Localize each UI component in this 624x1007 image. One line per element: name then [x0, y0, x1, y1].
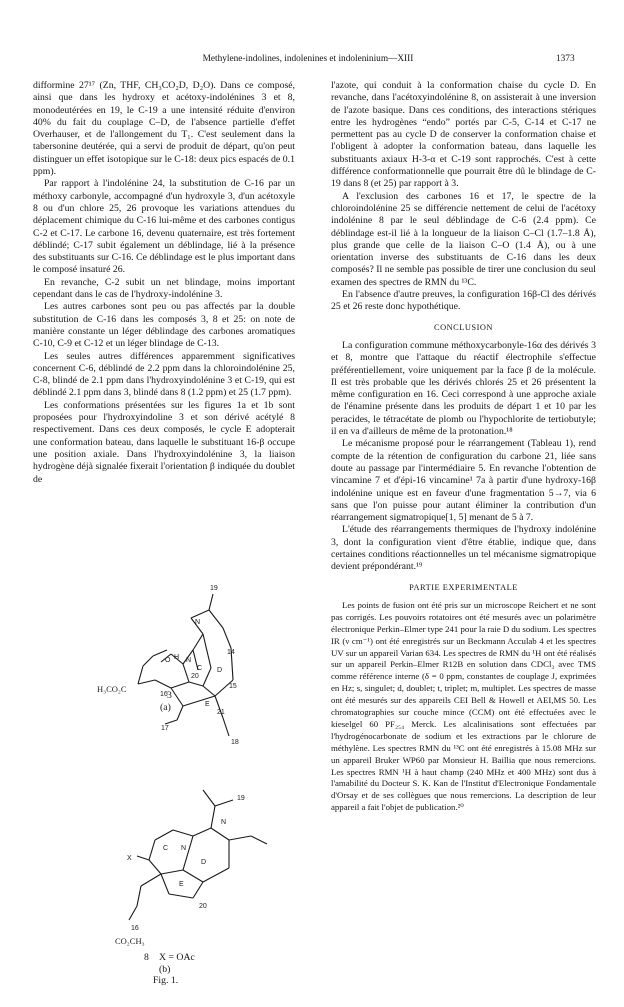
atom-label: 20 — [191, 673, 199, 680]
structure-drawings — [33, 568, 295, 988]
body-paragraph: En revanche, C-2 subit un net blindage, moins important cependant dans le cas de l'hydroxy-indolénine 3. — [33, 276, 295, 301]
body-paragraph: difformine 27¹⁷ (Zn, THF, CH₃CO₂D, D₂O). Dans ce composé, ainsi que dans les hydroxy et acétoxy-indolénines 3 et 8, monodeutérées en 19, le C-19 a une intensité réduite d'environ 40% du fait du couplage C–D, de l'absence partielle d'effet Overhauser, et de l'allongement du T₁. C'est seulement dans la tabersonine deutérée, qui a servi de produit de départ, qu'on peut distinguer un effet isotopique sur le C-18: deux pics espacés de 0.1 ppm). — [33, 80, 295, 178]
ring-label: E — [179, 881, 184, 888]
atom-label: N — [195, 619, 201, 626]
atom-label: 15 — [229, 683, 237, 690]
body-paragraph: En l'absence d'autre preuves, la configuration 16β-Cl des dérivés 25 et 26 reste donc hypothétique. — [331, 289, 596, 313]
atom-label: N — [181, 845, 187, 852]
structure-b-bonds — [129, 790, 267, 920]
body-paragraph: l'azote, qui conduit à la conformation chaise du cycle D. En revanche, dans l'acétoxyindolénine 8, on assisterait à une inversion de l'azote basique. Dans ces conditions, des interactions stériques entre les hydrogènes “endo” portés par C-5, C-14 et C-17 ne permettent pas au cycle D de conserver la conformation chaise et l'obligent à adopter la conformation bateau, dans laquelle les substituants axiaux H-3-α et C-19 sont rapprochés. C'est à cette différence conformationnelle que pourrait être dû le blindage de C-19 dans 8 (et 25) par rapport à 3. — [331, 80, 596, 190]
atom-label: 16 — [160, 691, 168, 698]
ester-label-b: CO₂CH₃ — [115, 936, 145, 946]
right-column — [331, 80, 596, 814]
structure-b-atom-labels — [127, 795, 245, 932]
ring-label: C — [163, 845, 169, 852]
conclusion-heading: CONCLUSION — [434, 322, 493, 332]
running-title: Methylene-indolines, indolenines et indoleninium—XIII — [202, 54, 414, 64]
page-number: 1373 — [556, 54, 575, 64]
ester-label-a: H₃CO₂C — [97, 684, 127, 694]
compound-number-a: 3 — [167, 690, 172, 701]
panel-label-b: (b) — [159, 964, 171, 975]
atom-label: 19 — [210, 585, 218, 592]
atom-label: 16 — [131, 925, 139, 932]
x-definition: X = OAc — [159, 952, 195, 963]
atom-label: 17 — [161, 725, 169, 732]
body-paragraph: Les seules autres différences apparemment significatives concernent C-6, déblindé de 2.2 ppm dans la chloroindolénine 25, C-8, blindé de 2.1 ppm dans l'hydroxyindolénine 3 et C-19, qui est déblindé 2.1 ppm dans 3, blindé dans 8 (1.2 ppm) et 25 (1.7 ppm). — [33, 350, 295, 399]
experimental-heading: PARTIE EXPERIMENTALE — [409, 582, 518, 592]
ring-label: D — [201, 859, 207, 866]
compound-number-b: 8 — [144, 952, 149, 963]
atom-label: X — [127, 855, 132, 862]
atom-label: O — [165, 657, 171, 664]
figure-caption: Fig. 1. — [153, 975, 179, 986]
running-header — [0, 54, 624, 68]
atom-label: 19 — [237, 795, 245, 802]
figure-1 — [33, 568, 295, 988]
atom-label: 20 — [199, 903, 207, 910]
experimental-paragraph: Les points de fusion ont été pris sur un microscope Reichert et ne sont pas corrigés. Les pouvoirs rotatoires ont été mesurés avec un polarimètre électronique Perkin–Elmer type 241 pour la raie D du sodium. Les spectres IR (ν cm⁻¹) ont été enregistrés sur un Beckmann Acculab 4 et les spectres UV sur un appareil Varian 634. Les spectres de RMN du ¹H ont été réalisés sur un appareil Perkin–Elmer R12B en solution dans CDCl₃ avec TMS comme référence interne (δ = 0 ppm, constantes de couplage J, exprimées en Hz; s, singulet; d, doublet; t, triplet; m, multiplet. Les spectres de masse ont été mesurés sur des appareils CEI Bell & Howell et AEI,MS 50. Les chromatographies sur couche mince (CCM) ont été effectuées avec le kieselgel 60 PF₂₅₄ Merck. Les alcalinisations sont effectuées par l'hydrogénocarbonate de sodium et les extractions par le chlorure de méthylène. Les spectres RMN du ¹³C ont été enregistrés à 15.08 MHz sur un appareil Bruker WP60 par Monsieur H. Baillia que nous remercions. Les spectres RMN ¹H à haut champ (240 MHz et 400 MHz) sont dus à l'amabilité du Docteur S. K. Kan de l'Institut d'Electronique Fondamentale d'Orsay et de ses collègues que nous remercions. La description de leur appareil a fait l'objet de publication.²⁰ — [331, 599, 596, 813]
atom-label: 18 — [231, 739, 239, 746]
ring-label: E — [205, 701, 210, 708]
body-paragraph: Par rapport à l'indolénine 24, la substitution de C-16 par un méthoxy carbonyle, accompagné d'un hydroxyle 3, d'un acétoxyle 8 ou d'un chlore 25, 26 provoque les variations attendues du déplacement chimique du C-16 lui-même et des carbones contigus C-2 et C-17. Le carbone 16, devenu quaternaire, est très fortement déblindé; C-17 subit également un déblindage, lié à la présence des substituants sur C-16. Ce déblindage est le plus important dans le composé insaturé 26. — [33, 178, 295, 276]
atom-label: N — [186, 657, 192, 664]
body-paragraph: L'étude des réarrangements thermiques de l'hydroxy indolénine 3, dont la configuration vient d'être établie, indique que, dans certaines conditions réactionnelles un tel mécanisme sigmatropique devient prépondérant.¹⁹ — [331, 524, 596, 573]
atom-label: 21 — [217, 709, 225, 716]
ring-label: D — [217, 667, 223, 674]
body-paragraph: Les conformations présentées sur les figures 1a et 1b sont proposées pour l'hydroxyindoline 3 et son dérivé acétylé 8 respectivement. Dans ces deux composés, le cycle E adopterait une conformation bateau, dans laquelle le substituant 16-β occupe une position axiale. Dans l'hydroxyindolénine 3, la liaison hydrogène déjà signalée fixerait l'orientation β indiquée du doublet de — [33, 399, 295, 485]
left-column — [33, 80, 295, 486]
atom-label: H — [174, 654, 180, 661]
body-paragraph: La configuration commune méthoxycarbonyle-16α des dérivés 3 et 8, montre que l'attaque du réactif électrophile s'effectue préférentiellement, voire uniquement par la face β de la molécule. Il est très probable que les dérivés chlorés 25 et 26 présentent la même configuration en 16. Ceci correspond à une approche axiale de l'énamine présente dans les produits de départ 1 et 10 par les peracides, le tétracétate de plomb ou l'hypochlorite de tertiobutyle; il en va d'ailleurs de même de la protonation.¹⁸ — [331, 339, 596, 438]
atom-label: 14 — [227, 649, 235, 656]
panel-label-a: (a) — [160, 702, 171, 713]
atom-label: N — [221, 819, 227, 826]
ring-label: C — [197, 665, 203, 672]
body-paragraph: A l'exclusion des carbones 16 et 17, le spectre de la chloroindolénine 25 se différencie nettement de celui de l'acétoxy indolénine 8 par le seul déblindage de C-6 (2.4 ppm). Ce déblindage est-il lié à la longueur de la liaison C–Cl (1.7–1.8 Å), plus grande que celle de la liaison C–O (1.4 Å), ou à une orientation inverse des substituants de C-16 dans les deux composés? Il ne semble pas possible de tirer une conclusion du seul examen des spectres de RMN du ¹³C. — [331, 190, 596, 288]
body-paragraph: Le mécanisme proposé pour le réarrangement (Tableau 1), rend compte de la rétention de configuration du carbone 21, liée sans doute au passage par l'intermédiaire 5. En revanche l'obtention de vincamine 7 et d'épi-16 vincamine¹ 7a à partir d'une hydroxy-16β indolénine unique est en faveur d'une fragmentation 5→7, via 6 sans que l'on puisse pour autant éliminer la contribution d'un réarrangement sigmatropique[1, 5] menant de 5 à 7. — [331, 438, 596, 524]
body-paragraph: Les autres carbones sont peu ou pas affectés par la double substitution de C-16 dans les composés 3, 8 et 25: on note de manière constante un léger déblindage des carbones aromatiques C-10, C-9 et C-12 et un léger blindage de C-13. — [33, 301, 295, 350]
